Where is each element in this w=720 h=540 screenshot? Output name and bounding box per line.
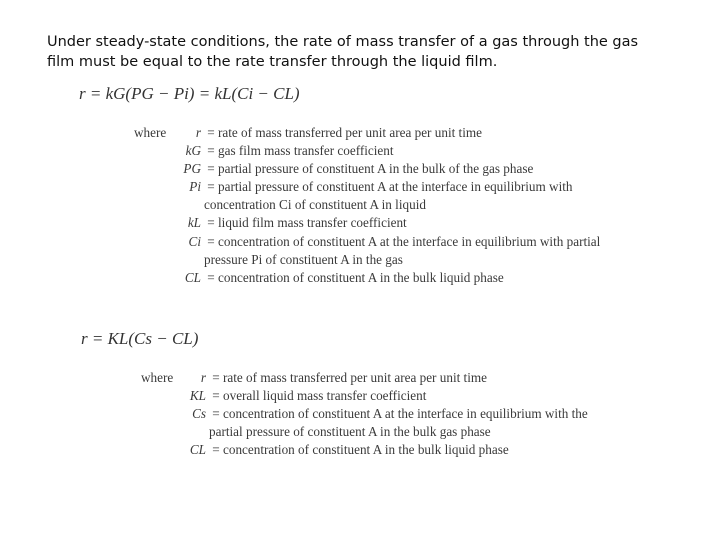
equals-sign: = — [212, 388, 220, 404]
equals-sign: = — [207, 215, 215, 231]
definition-text: concentration of constituent A at the interface in equilibrium with partial — [218, 233, 601, 249]
definition-text: concentration of constituent A in the bulk liquid phase — [223, 442, 509, 458]
definition-text: overall liquid mass transfer coefficient — [223, 388, 427, 404]
definitions-list-1 — [134, 124, 654, 287]
symbol: kL — [187, 215, 201, 231]
intro-line-1: Under steady-state conditions, the rate of mass transfer of a gas through the gas — [47, 34, 639, 50]
definition-text: gas film mass transfer coefficient — [218, 143, 394, 159]
symbol: r — [195, 125, 201, 140]
symbol: kG — [185, 143, 201, 159]
equals-sign: = — [207, 125, 215, 140]
definition-continuation — [134, 196, 654, 214]
symbol: Cs — [192, 406, 206, 422]
definition-row — [141, 369, 661, 387]
equals-sign: = — [207, 233, 215, 249]
definition-text: concentration of constituent A at the interface in equilibrium with the — [223, 406, 588, 422]
definition-text: rate of mass transferred per unit area per unit time — [223, 370, 488, 385]
definition-row — [134, 233, 654, 251]
equals-sign: = — [207, 143, 215, 159]
symbol: Ci — [188, 233, 201, 249]
overall-liquid-equation: r = KL(Cs − CL) — [81, 329, 199, 348]
definition-text: concentration of constituent A in the bulk liquid phase — [218, 269, 504, 285]
definition-text: pressure Pi of constituent A in the gas — [204, 251, 403, 267]
equals-sign: = — [207, 179, 215, 195]
definition-text: concentration Ci of constituent A in liquid — [204, 197, 426, 213]
definition-text: partial pressure of constituent A in the bulk gas phase — [209, 424, 491, 440]
symbol: r — [200, 370, 206, 385]
definition-row — [134, 269, 654, 287]
definitions-list-2 — [141, 369, 661, 459]
definition-text: partial pressure of constituent A at the interface in equilibrium with — [218, 179, 573, 195]
definition-row — [134, 214, 654, 232]
symbol: PG — [183, 161, 201, 177]
definition-row — [141, 387, 661, 405]
symbol: CL — [184, 269, 201, 285]
symbol: Pi — [189, 179, 201, 195]
definition-row — [141, 441, 661, 459]
definition-text: rate of mass transferred per unit area per unit time — [218, 125, 483, 140]
equals-sign: = — [212, 442, 220, 458]
equals-sign: = — [212, 406, 220, 422]
definition-row — [141, 405, 661, 423]
equals-sign: = — [212, 370, 220, 385]
symbol: CL — [189, 442, 206, 458]
definition-continuation — [134, 251, 654, 269]
definition-text: partial pressure of constituent A in the bulk of the gas phase — [218, 161, 534, 177]
equals-sign: = — [207, 161, 215, 177]
intro-line-2: film must be equal to the rate transfer through the liquid film. — [47, 54, 498, 70]
intro-paragraph — [47, 32, 687, 72]
definition-text: liquid film mass transfer coefficient — [218, 215, 407, 231]
gas-liquid-film-equation: r = kG(PG − Pi) = kL(Ci − CL) — [79, 84, 300, 103]
definition-row — [134, 178, 654, 196]
where-label: where — [141, 370, 174, 385]
definition-continuation — [141, 423, 661, 441]
symbol: KL — [189, 388, 206, 404]
where-label: where — [134, 125, 167, 140]
equals-sign: = — [207, 269, 215, 285]
definition-row — [134, 124, 654, 142]
definition-row — [134, 142, 654, 160]
definition-row — [134, 160, 654, 178]
